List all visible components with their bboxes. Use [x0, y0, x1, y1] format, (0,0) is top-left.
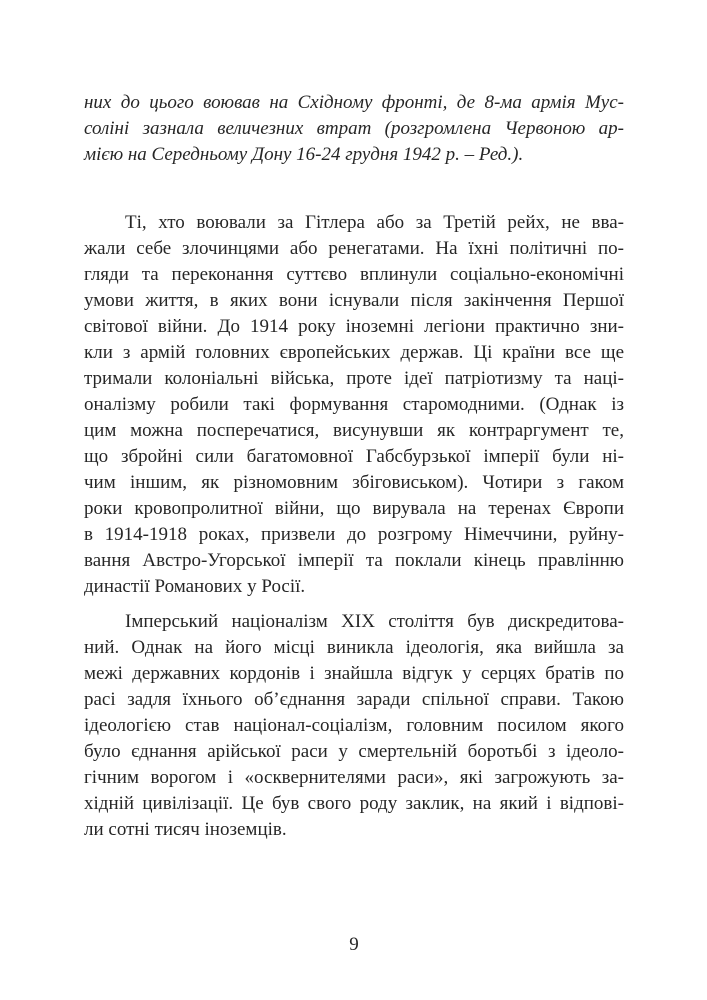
text-line: кли з армій головних європейських держав. Ці країни все ще — [84, 342, 624, 363]
text-line: ний. Однак на його місці виникла ідеологія, яка вийшла за — [84, 637, 624, 658]
text-line: ідеологією став націонал-соціалізм, головним посилом якого — [84, 715, 624, 736]
text-line: мією на Середньому Дону 16-24 грудня 1942 р. – Ред.). — [84, 144, 524, 165]
text-line: оналізму робили такі формування старомодними. (Однак із — [84, 394, 624, 415]
text-line: династії Романових у Росії. — [84, 576, 306, 597]
editor-note — [84, 90, 624, 168]
text-line: соліні зазнала величезних втрат (розгромлена Червоною ар- — [84, 118, 624, 139]
text-line: цим можна посперечатися, висунувши як контраргумент те, — [84, 420, 624, 441]
text-line: роки кровопролитної війни, що вирувала на теренах Європи — [84, 498, 624, 519]
paragraph-1 — [84, 210, 624, 600]
text-line: межі державних кордонів і знайшла відгук у серцях братів по — [84, 663, 624, 684]
text-line: Імперський націоналізм XIX століття був дискредитова- — [125, 611, 624, 632]
text-line: світової війни. До 1914 року іноземні легіони практично зни- — [84, 316, 624, 337]
text-line: тримали колоніальні війська, проте ідеї патріотизму та наці- — [84, 368, 624, 389]
page-number: 9 — [349, 934, 359, 955]
text-line: було єднання арійської раси у смертельній боротьбі з ідеоло- — [84, 741, 624, 762]
text-line: расі задля їхнього об’єднання заради спільної справи. Такою — [84, 689, 624, 710]
text-block — [84, 90, 624, 843]
paragraph-2 — [84, 609, 624, 843]
text-line: що збройні сили багатомовної Габсбурзької імперії були ні- — [84, 446, 624, 467]
text-line: вання Австро-Угорської імперії та поклали кінець правлінню — [84, 550, 624, 571]
text-line: хідній цивілізації. Це був свого роду заклик, на який і відпові- — [84, 793, 624, 814]
text-line: Ті, хто воювали за Гітлера або за Третій рейх, не вва- — [125, 212, 624, 233]
text-line: в 1914-1918 роках, призвели до розгрому Німеччини, руйну- — [84, 524, 624, 545]
text-line: ли сотні тисяч іноземців. — [84, 819, 287, 840]
text-line: них до цього воював на Східному фронті, де 8-ма армія Мус- — [84, 92, 624, 113]
text-line: умови життя, в яких вони існували після закінчення Першої — [84, 290, 624, 311]
text-line: жали себе злочинцями або ренегатами. На їхні політичні по- — [84, 238, 624, 259]
text-line: гічним ворогом і «осквернителями раси», які загрожують за- — [84, 767, 624, 788]
text-line: чим іншим, як різномовним збіговиськом). Чотири з гаком — [84, 472, 624, 493]
text-line: гляди та переконання суттєво вплинули соціально-економічні — [84, 264, 624, 285]
